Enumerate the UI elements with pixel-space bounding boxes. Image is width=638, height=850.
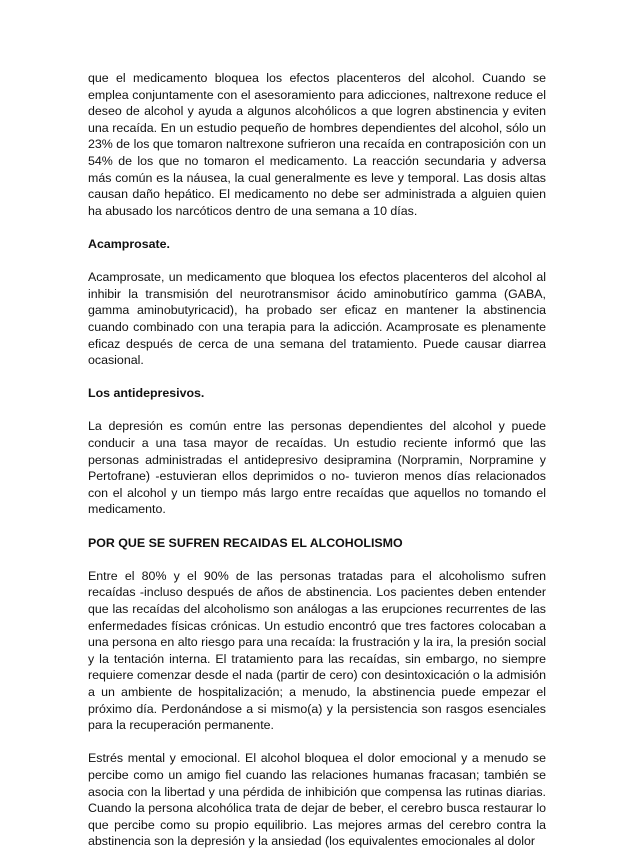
paragraph-antidepresivos: La depresión es común entre las personas dependientes del alcohol y puede conducir a una tasa mayor de recaídas. Un estudio reciente informó que las personas administradas el antidepresivo desipramina (Norpramin, Norpramine y Pertofrane) -estuvieran ellos deprimidos o no- tuvieron menos días relacionados con el alcohol y un tiempo más largo entre recaídas que aquellos no tomando el medicamento. <box>88 419 546 517</box>
spacer <box>88 551 546 568</box>
spacer <box>88 369 546 386</box>
heading-antidepresivos: Los antidepresivos. <box>88 386 205 401</box>
heading-recaidas: POR QUE SE SUFREN RECAIDAS EL ALCOHOLISMO <box>88 535 403 550</box>
paragraph-recaidas: Entre el 80% y el 90% de las personas tratadas para el alcoholismo sufren recaídas -incluso después de años de abstinencia. Los pacientes deben entender que las recaídas del alcoholismo son análogas a las erupciones recurrentes de las enfermedades físicas crónicas. Un estudio encontró que tres factores colocaban a una persona en alto riesgo para una recaída: la frustración y la ira, la presión social y la tentación interna. El tratamiento para las recaídas, sin embargo, no siempre requiere comenzar desde el nada (partir de cero) con desintoxicación o la admisión a un ambiente de hospitalización; a menudo, la abstinencia puede empezar el próximo día. Perdonándose a si mismo(a) y la persistencia son rasgos esenciales para la recuperación permanente. <box>88 568 546 733</box>
spacer <box>88 253 546 270</box>
spacer <box>88 219 546 236</box>
spacer <box>88 518 546 535</box>
document-page <box>88 70 546 850</box>
heading-acamprosate: Acamprosate. <box>88 236 170 251</box>
paragraph-naltrexone: que el medicamento bloquea los efectos placenteros del alcohol. Cuando se emplea conjuntamente con el asesoramiento para adicciones, naltrexone reduce el deseo de alcohol y ayuda a algunos alcohólicos a que logren abstinencia y eviten una recaída. En un estudio pequeño de hombres dependientes del alcohol, sólo un 23% de los que tomaron naltrexone sufrieron una recaída en contraposición con un 54% de los que no tomaron el medicamento. La reacción secundaria y adversa más común es la náusea, la cual generalmente es leve y temporal. Las dosis altas causan daño hepático. El medicamento no debe ser administrada a alguien quien ha abusado los narcóticos dentro de una semana a 10 días. <box>88 71 546 218</box>
spacer <box>88 734 546 751</box>
paragraph-estres: Estrés mental y emocional. El alcohol bloquea el dolor emocional y a menudo se percibe como un amigo fiel cuando las relaciones humanas fracasan; también se asocia con la libertad y una pérdida de inhibición que compensa las rutinas diarias. Cuando la persona alcohólica trata de dejar de beber, el cerebro busca restaurar lo que percibe como su propio equilibrio. Las mejores armas del cerebro contra la abstinencia son la depresión y la ansiedad (los equivalentes emocionales al dolor <box>88 751 546 849</box>
paragraph-acamprosate: Acamprosate, un medicamento que bloquea los efectos placenteros del alcohol al inhibir la transmisión del neurotransmisor ácido aminobutírico gamma (GABA, gamma aminobutyricacid), ha probado ser eficaz en mantener la abstinencia cuando combinado con una terapia para la adicción. Acamprosate es plenamente eficaz después de cerca de una semana del tratamiento. Puede causar diarrea ocasional. <box>88 270 546 368</box>
spacer <box>88 402 546 419</box>
